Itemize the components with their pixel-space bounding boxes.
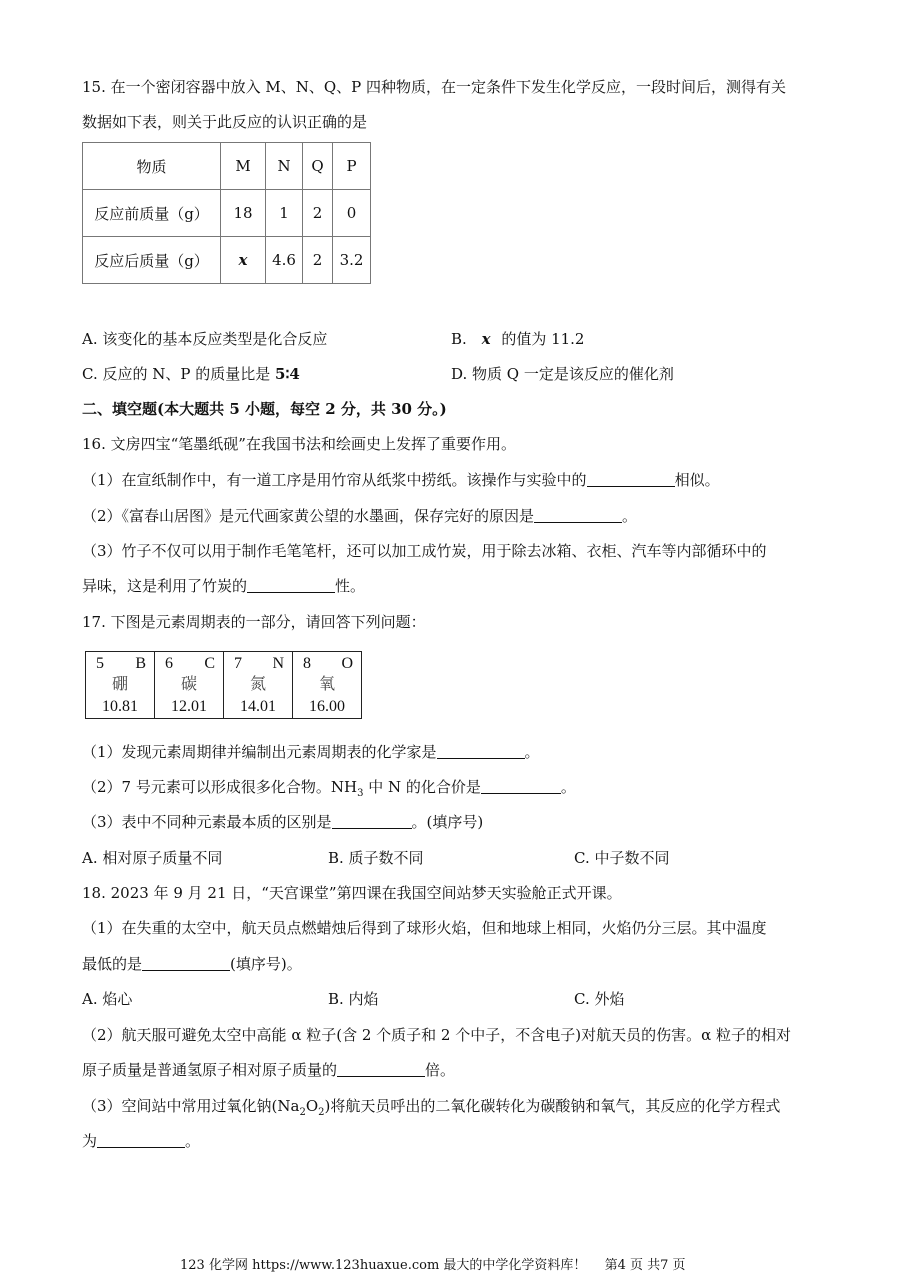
text: （3）空间站中常用过氧化钠(Na xyxy=(82,1097,300,1115)
answer-blank[interactable] xyxy=(97,1132,185,1148)
subscript: 2 xyxy=(299,1107,306,1118)
answer-blank[interactable] xyxy=(534,507,622,523)
atomic-number: 8 xyxy=(303,655,311,672)
text: （2）7 号元素可以形成很多化合物。NH xyxy=(82,778,358,796)
table-cell: 18 xyxy=(221,190,266,237)
q15-option-c xyxy=(82,364,300,384)
text: （3）表中不同种元素最本质的区别是 xyxy=(82,813,332,831)
element-symbol: N xyxy=(272,655,284,672)
element-name: 氮 xyxy=(249,676,266,693)
q18-option-c: C. 外焰 xyxy=(574,990,625,1008)
answer-blank[interactable] xyxy=(481,778,561,794)
table-cell: 2 xyxy=(303,237,333,284)
option-text: 的值为 11.2 xyxy=(501,330,585,348)
subscript: 3 xyxy=(357,788,364,799)
page-footer xyxy=(180,1254,686,1273)
atomic-number: 7 xyxy=(234,655,242,672)
table-cell: 1 xyxy=(266,190,303,237)
page-number: 第4 页 共7 页 xyxy=(604,1258,686,1273)
table-cell: x xyxy=(221,237,266,284)
q18-stem: 18. 2023 年 9 月 21 日，“天宫课堂”第四课在我国空间站梦天实验舱正式开课。 xyxy=(82,884,622,902)
text: 。(填序号) xyxy=(411,813,484,831)
text: 异味，这是利用了竹炭的 xyxy=(82,577,248,595)
q16-part2 xyxy=(82,506,637,526)
q18-part1-line1: （1）在失重的太空中，航天员点燃蜡烛后得到了球形火焰，但和地球上相同，火焰仍分三层。其中温度 xyxy=(82,919,767,937)
text: 最低的是 xyxy=(82,955,143,973)
q15-stem-line1: 15. 在一个密闭容器中放入 M、N、Q、P 四种物质，在一定条件下发生化学反应，一段时间后，测得有关 xyxy=(82,78,787,96)
text: O xyxy=(305,1097,319,1115)
table-cell: 反应前质量（g） xyxy=(83,190,221,237)
subscript: 2 xyxy=(318,1107,325,1118)
q18-part3-line2 xyxy=(82,1131,200,1151)
q15-stem-line2: 数据如下表，则关于此反应的认识正确的是 xyxy=(82,113,368,131)
text: 为 xyxy=(82,1132,98,1150)
q16-stem: 16. 文房四宝“笔墨纸砚”在我国书法和绘画史上发挥了重要作用。 xyxy=(82,435,516,453)
table-row xyxy=(83,190,371,237)
answer-blank[interactable] xyxy=(437,743,525,759)
table-header-cell: P xyxy=(333,143,371,190)
q18-part2-line2 xyxy=(82,1060,455,1080)
text: 。 xyxy=(524,743,540,761)
q16-part3-line2 xyxy=(82,576,365,596)
atomic-number: 5 xyxy=(96,655,104,672)
q17-option-c: C. 中子数不同 xyxy=(574,849,670,867)
q18-part2-line1: （2）航天服可避免太空中高能 α 粒子(含 2 个质子和 2 个中子，不含电子)对航天员的伤害。α 粒子的相对 xyxy=(82,1026,791,1044)
answer-blank[interactable] xyxy=(337,1061,425,1077)
text: )将航天员呼出的二氧化碳转化为碳酸钠和氧气，其反应的化学方程式 xyxy=(324,1097,781,1115)
table-header-cell: 物质 xyxy=(83,143,221,190)
element-symbol: B xyxy=(135,655,146,672)
text: 。 xyxy=(185,1132,201,1150)
atomic-mass: 14.01 xyxy=(240,698,276,715)
table-header-cell: N xyxy=(266,143,303,190)
text: 中 N 的化合价是 xyxy=(363,778,481,796)
text: 。 xyxy=(560,778,576,796)
q17-stem: 17. 下图是元素周期表的一部分，请回答下列问题： xyxy=(82,613,426,631)
q15-data-table xyxy=(82,142,371,284)
option-text: C. 反应的 N、P 的质量比是 xyxy=(82,365,276,383)
footer-text: 123 化学网 https://www.123huaxue.com 最大的中学化学资料库！ xyxy=(180,1258,587,1273)
element-name: 氧 xyxy=(318,676,335,693)
element-name: 硼 xyxy=(111,676,128,693)
atomic-number: 6 xyxy=(165,655,173,672)
q15-option-b xyxy=(451,329,584,349)
text: 。 xyxy=(622,507,638,525)
periodic-table-fragment xyxy=(85,651,362,719)
section-title: 二、填空题(本大题共 5 小题，每空 2 分，共 30 分。) xyxy=(82,400,447,418)
element-cell-c xyxy=(155,652,224,719)
answer-blank[interactable] xyxy=(587,471,675,487)
q17-option-a: A. 相对原子质量不同 xyxy=(82,849,223,867)
element-cell-n xyxy=(224,652,293,719)
table-cell: 反应后质量（g） xyxy=(83,237,221,284)
table-header-cell: M xyxy=(221,143,266,190)
mass-ratio: 5∶4 xyxy=(275,365,300,383)
variable-x: x xyxy=(481,330,491,348)
table-cell: 2 xyxy=(303,190,333,237)
table-header-cell: Q xyxy=(303,143,333,190)
q18-part1-line2 xyxy=(82,954,302,974)
element-symbol: O xyxy=(341,655,353,672)
q17-part1 xyxy=(82,742,540,762)
atomic-mass: 10.81 xyxy=(102,698,138,715)
text: 相似。 xyxy=(674,471,720,489)
text: （2）《富春山居图》是元代画家黄公望的水墨画，保存完好的原因是 xyxy=(82,507,535,525)
answer-blank[interactable] xyxy=(332,813,412,829)
text: 性。 xyxy=(335,577,366,595)
element-cell-b xyxy=(86,652,155,719)
q17-option-b: B. 质子数不同 xyxy=(328,849,424,867)
text: 倍。 xyxy=(425,1061,456,1079)
element-name: 碳 xyxy=(180,676,197,693)
q16-part1 xyxy=(82,470,720,490)
option-label: B. xyxy=(451,330,467,348)
q15-option-d: D. 物质 Q 一定是该反应的催化剂 xyxy=(451,365,674,383)
table-cell: 0 xyxy=(333,190,371,237)
q15-option-a: A. 该变化的基本反应类型是化合反应 xyxy=(82,330,328,348)
atomic-mass: 12.01 xyxy=(171,698,207,715)
q17-part2 xyxy=(82,777,576,804)
element-symbol: C xyxy=(204,655,215,672)
answer-blank[interactable] xyxy=(247,577,335,593)
q18-option-a: A. 焰心 xyxy=(82,990,133,1008)
element-cell-o xyxy=(293,652,362,719)
table-row xyxy=(83,237,371,284)
q16-part3-line1: （3）竹子不仅可以用于制作毛笔笔杆，还可以加工成竹炭，用于除去冰箱、衣柜、汽车等内部循环中的 xyxy=(82,542,767,560)
atomic-mass: 16.00 xyxy=(309,698,345,715)
q18-part3-line1 xyxy=(82,1096,780,1123)
q18-option-b: B. 内焰 xyxy=(328,990,379,1008)
q17-part3 xyxy=(82,812,483,832)
table-cell: 4.6 xyxy=(266,237,303,284)
text: （1）在宣纸制作中，有一道工序是用竹帘从纸浆中捞纸。该操作与实验中的 xyxy=(82,471,587,489)
text: 原子质量是普通氢原子相对原子质量的 xyxy=(82,1061,338,1079)
answer-blank[interactable] xyxy=(142,955,230,971)
text: (填序号)。 xyxy=(230,955,302,973)
table-row xyxy=(83,143,371,190)
text: （1）发现元素周期律并编制出元素周期表的化学家是 xyxy=(82,743,437,761)
table-cell: 3.2 xyxy=(333,237,371,284)
